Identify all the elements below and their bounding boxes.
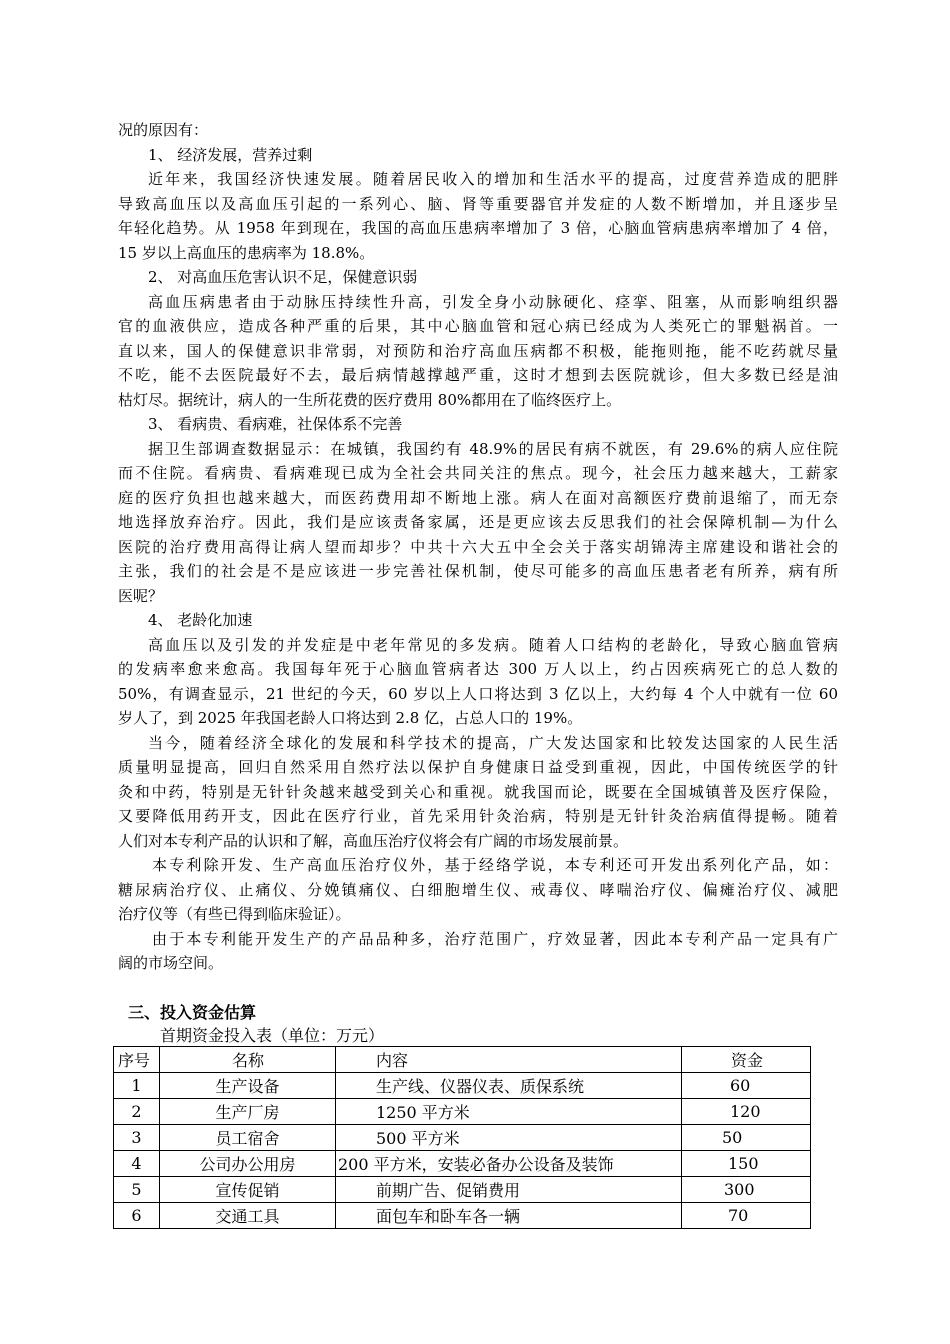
paragraph-line: 据卫生部调查数据显示：在城镇，我国约有 48.9%的居民有病不就医，有 29.6%的病人应住院 <box>148 439 838 458</box>
subheading-aging: 4、 老龄化加速 <box>148 611 253 629</box>
cell: 员工宿舍 <box>160 1125 336 1151</box>
header-cell: 序号 <box>114 1047 160 1073</box>
cell: 2 <box>114 1099 160 1125</box>
cell: 70 <box>682 1203 811 1229</box>
paragraph-line: 枯灯尽。据统计，病人的一生所花费的医疗费用 80%都用在了临终医疗上。 <box>118 390 622 409</box>
paragraph-line: 15 岁以上高血压的患病率为 18.8%。 <box>118 243 375 262</box>
table-row <box>114 1073 811 1099</box>
table-row <box>114 1151 811 1177</box>
cell: 500 平方米 <box>336 1125 682 1151</box>
cell: 4 <box>114 1151 160 1177</box>
paragraph-line: 50%，有调查显示，21 世纪的今天，60 岁以上人口将达到 3 亿以上，大约每 4 个人中就有一位 60 <box>118 684 838 703</box>
paragraph-line: 地选择放弃治疗。因此，我们是应该责备家属，还是更应该去反思我们的社会保障机制—为什么 <box>118 513 838 531</box>
paragraph-line: 医院的治疗费用高得让病人望而却步？中共十六大五中全会关于落实胡锦涛主席建设和谐社会的 <box>118 537 838 556</box>
cell: 3 <box>114 1125 160 1151</box>
paragraph-line: 治疗仪等（有些已得到临床验证）。 <box>118 905 351 923</box>
table-row <box>114 1177 811 1203</box>
paragraph-line: 本专利除开发、生产高血压治疗仪外，基于经络学说，本专利还可开发出系列化产品，如： <box>152 856 838 874</box>
body-text <box>118 118 838 976</box>
section-heading: 三、投入资金估算 <box>128 1003 257 1022</box>
cell: 生产厂房 <box>160 1099 336 1125</box>
cell: 6 <box>114 1203 160 1229</box>
table-row <box>114 1203 811 1229</box>
paragraph-line: 人们对本专利产品的认识和了解，高血压治疗仪将会有广阔的市场发展前景。 <box>118 831 629 850</box>
paragraph-line: 高血压病患者由于动脉压持续性升高，引发全身小动脉硬化、痉挛、阻塞，从而影响组织器 <box>148 292 838 311</box>
paragraph-line: 导致高血压以及高血压引起的一系列心、脑、肾等重要器官并发症的人数不断增加，并且逐步呈 <box>118 194 838 213</box>
cell: 生产设备 <box>160 1073 336 1099</box>
paragraph-line: 灸和中药，特别是无针针灸越来越受到关心和重视。就我国而论，既要在全国城镇普及医疗保险， <box>118 782 838 801</box>
paragraph-line: 的发病率愈来愈高。我国每年死于心脑血管病者达 300 万人以上，约占因疾病死亡的总人数的 <box>118 660 838 678</box>
cell: 宣传促销 <box>160 1177 336 1203</box>
paragraph-line: 当今，随着经济全球化的发展和科学技术的提高，广大发达国家和比较发达国家的人民生活 <box>148 733 838 752</box>
cell: 50 <box>682 1125 811 1151</box>
paragraph-line: 而不住院。看病贵、看病难现已成为全社会共同关注的焦点。现今，社会压力越来越大，工薪家 <box>118 464 838 482</box>
paragraph-line: 糖尿病治疗仪、止痛仪、分娩镇痛仪、白细胞增生仪、戒毒仪、哮喘治疗仪、偏瘫治疗仪、减肥 <box>118 880 838 899</box>
paragraph-line: 主张，我们的社会是不是应该进一步完善社保机制，使尽可能多的高血压患者老有所养，病有所 <box>118 562 838 580</box>
paragraph-line: 近年来，我国经济快速发展。随着居民收入的增加和生活水平的提高，过度营养造成的肥胖 <box>148 170 838 188</box>
paragraph-line: 直以来，国人的保健意识非常弱，对预防和治疗高血压病都不积极，能拖则拖，能不吃药就尽量 <box>118 341 838 360</box>
table-caption: 首期资金投入表（单位：万元） <box>160 1026 385 1045</box>
paragraph-line: 年轻化趋势。从 1958 年到现在，我国的高血压患病率增加了 3 倍，心脑血管病患病率增加了 4 倍， <box>118 219 838 237</box>
cell: 交通工具 <box>160 1203 336 1229</box>
cell: 60 <box>682 1073 811 1099</box>
header-cell: 资金 <box>682 1047 811 1073</box>
paragraph-line: 由于本专利能开发生产的产品品种多，治疗范围广，疗效显著，因此本专利产品一定具有广 <box>152 929 838 948</box>
paragraph-line: 阔的市场空间。 <box>118 954 224 972</box>
subheading-economic-development: 1、 经济发展，营养过剩 <box>148 145 313 164</box>
paragraph-line: 不吃，能不去医院最好不去，最后病情越撑越严重，这时才想到去医院就诊，但大多数已经是油 <box>118 366 838 384</box>
cell: 150 <box>682 1151 811 1177</box>
cell: 生产线、仪器仪表、质保系统 <box>336 1073 682 1099</box>
cell: 1 <box>114 1073 160 1099</box>
cell: 120 <box>682 1099 811 1125</box>
cell: 5 <box>114 1177 160 1203</box>
table-row <box>114 1125 811 1151</box>
header-cell: 内容 <box>336 1047 682 1073</box>
subheading-health-awareness: 2、 对高血压危害认识不足，保健意识弱 <box>148 268 418 286</box>
paragraph-line: 质量明显提高，回归自然采用自然疗法以保护自身健康日益受到重视，因此，中国传统医学的针 <box>118 758 838 776</box>
paragraph-line: 官的血液供应，造成各种严重的后果，其中心脑血管和冠心病已经成为人类死亡的罪魁祸首。一 <box>118 317 838 335</box>
cell: 公司办公用房 <box>160 1151 336 1177</box>
table-header-row <box>114 1047 811 1073</box>
cell: 1250 平方米 <box>336 1099 682 1125</box>
subheading-medical-cost: 3、 看病贵、看病难，社保体系不完善 <box>148 415 403 433</box>
paragraph-line: 医呢？ <box>118 586 164 605</box>
paragraph-line: 又要降低用药开支，因此在医疗行业，首先采用针灸治病，特别是无针针灸治病值得提畅。随着 <box>118 807 838 825</box>
paragraph-line: 高血压以及引发的并发症是中老年常见的多发病。随着人口结构的老龄化，导致心脑血管病 <box>148 635 838 654</box>
paragraph-line: 岁人了，到 2025 年我国老龄人口将达到 2.8 亿，占总人口的 19%。 <box>118 709 583 727</box>
table-row <box>114 1099 811 1125</box>
paragraph-line: 况的原因有： <box>118 121 209 139</box>
paragraph-line: 庭的医疗负担也越来越大，而医药费用却不断地上涨。病人在面对高额医疗费前退缩了，而无奈 <box>118 488 838 507</box>
cell: 200 平方米，安装必备办公设备及装饰 <box>336 1151 682 1177</box>
cell: 前期广告、促销费用 <box>336 1177 682 1203</box>
investment-table <box>113 1046 811 1229</box>
cell: 面包车和卧车各一辆 <box>336 1203 682 1229</box>
cell: 300 <box>682 1177 811 1203</box>
header-cell: 名称 <box>160 1047 336 1073</box>
